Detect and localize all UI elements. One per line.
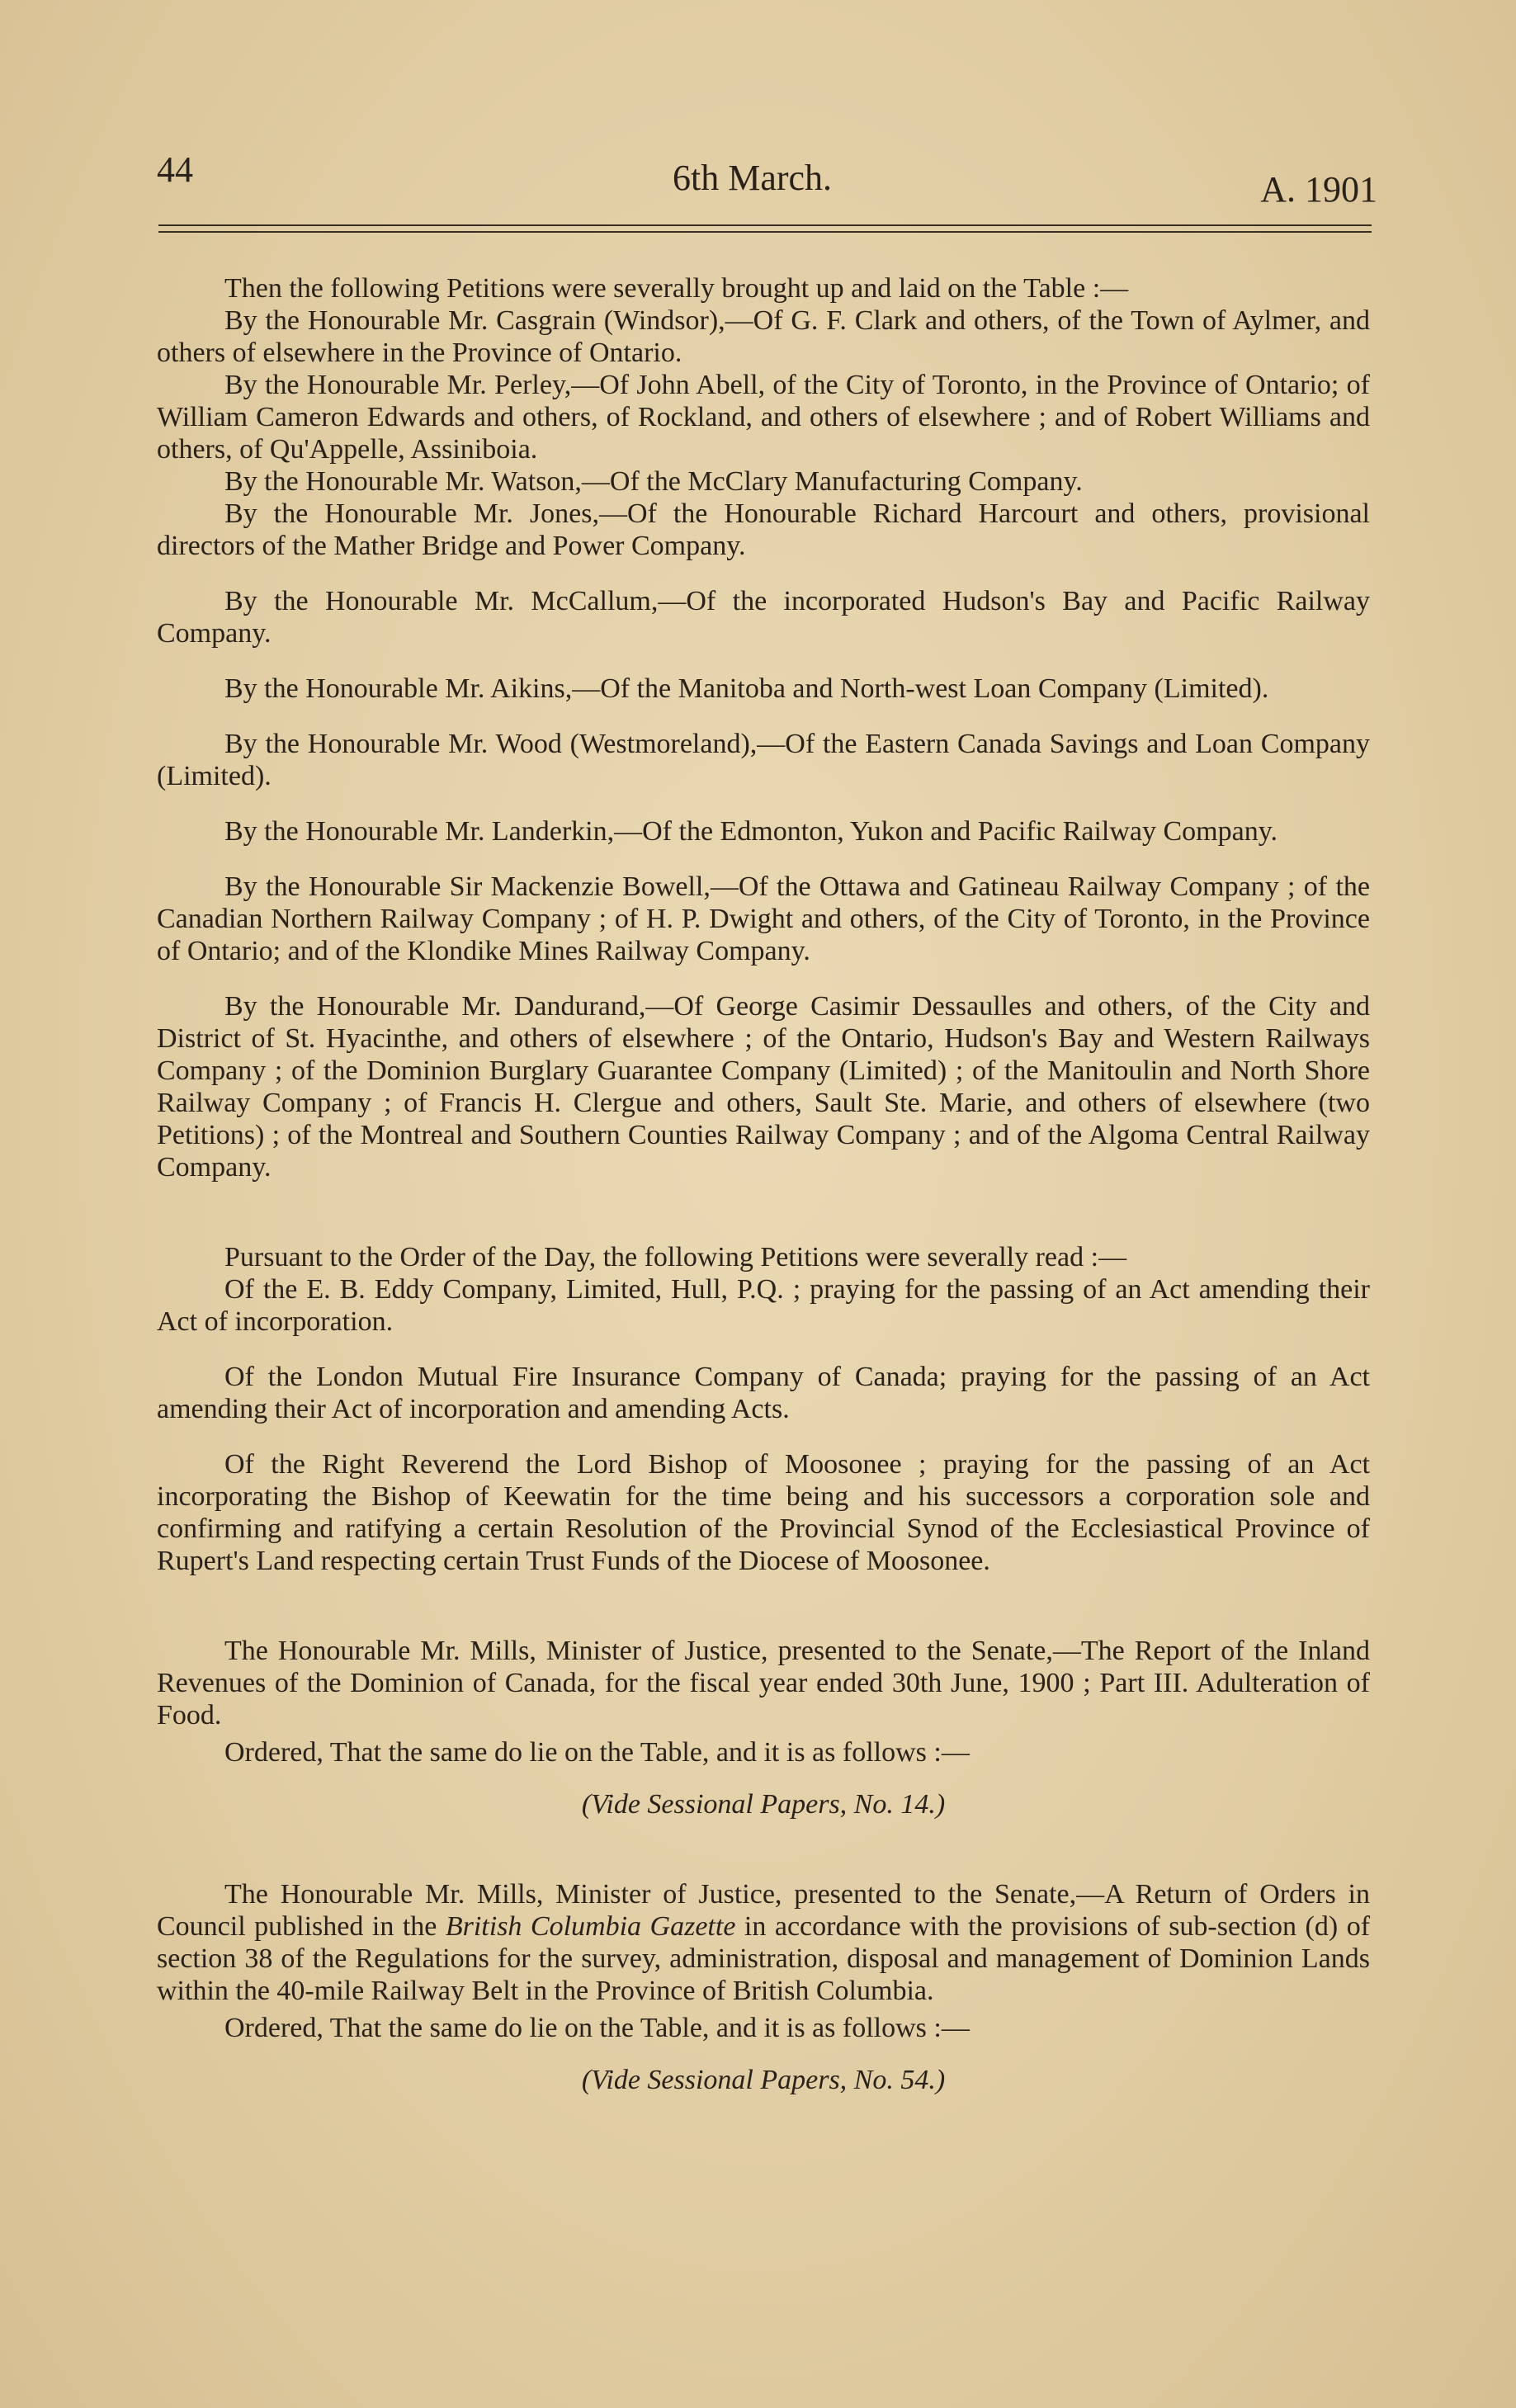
petition-entry: By the Honourable Mr. McCallum,—Of the incorporated Hudson's Bay and Pacific Railway Company. xyxy=(157,586,1370,649)
page-number: 44 xyxy=(157,149,193,190)
return-orders-text xyxy=(157,1878,1370,2007)
petition-entry: By the Honourable Mr. Landerkin,—Of the Edmonton, Yukon and Pacific Railway Company. xyxy=(224,816,1278,847)
petition-entry: By the Honourable Mr. Jones,—Of the Honourable Richard Harcourt and others, provisional directors of the Mather Bridge and Power Company. xyxy=(157,498,1370,561)
page-date: 6th March. xyxy=(673,158,833,198)
report-inland-revenue-section xyxy=(157,1635,1370,1820)
return-orders-ordered: Ordered, That the same do lie on the Table, and it is as follows :— xyxy=(224,2013,970,2043)
return-orders-text-after: in accordance with the provisions of sub-section (d) of section 38 of the Regulations for the survey, administration, disposal and management of Dominion Lands within the 40-mile Railway Belt in the Province of British Columbia. xyxy=(157,1911,1371,2006)
petitions-presented-list xyxy=(157,305,1370,1183)
report-inland-revenue-vide: (Vide Sessional Papers, No. 14.) xyxy=(581,1789,946,1820)
petitions-read-section xyxy=(157,1241,1370,1577)
petitions-presented-section xyxy=(157,272,1370,1183)
return-orders-section xyxy=(157,1878,1370,2096)
petitions-presented-intro: Then the following Petitions were severally brought up and laid on the Table :— xyxy=(224,273,1129,304)
return-orders-text-before: The Honourable Mr. Mills, Minister of Justice, presented to the Senate,—A Return of Orders in Council published in the xyxy=(157,1879,1370,1942)
page-year: A. 1901 xyxy=(1260,169,1377,210)
return-orders-vide: (Vide Sessional Papers, No. 54.) xyxy=(581,2065,946,2095)
report-inland-revenue-ordered: Ordered, That the same do lie on the Table, and it is as follows :— xyxy=(224,1737,970,1768)
petition-entry: By the Honourable Mr. Watson,—Of the McClary Manufacturing Company. xyxy=(224,466,1083,497)
petition-read-entry: Of the London Mutual Fire Insurance Company of Canada; praying for the passing of an Act amending their Act of incorporation and amending Acts. xyxy=(157,1362,1370,1424)
petitions-read-intro: Pursuant to the Order of the Day, the following Petitions were severally read :— xyxy=(224,1242,1127,1272)
petition-entry: By the Honourable Mr. Wood (Westmoreland),—Of the Eastern Canada Savings and Loan Company (Limited). xyxy=(157,729,1370,791)
petition-entry: By the Honourable Mr. Aikins,—Of the Manitoba and North-west Loan Company (Limited). xyxy=(224,673,1269,704)
petition-entry: By the Honourable Mr. Casgrain (Windsor),—Of G. F. Clark and others, of the Town of Aylmer, and others of elsewhere in the Province of Ontario. xyxy=(157,305,1370,368)
petition-read-entry: Of the E. B. Eddy Company, Limited, Hull, P.Q. ; praying for the passing of an Act amending their Act of incorporation. xyxy=(157,1274,1370,1337)
header-rule-top xyxy=(158,224,1372,226)
gazette-title: British Columbia Gazette xyxy=(445,1911,736,1942)
page-body xyxy=(157,272,1370,2096)
header-rule-bottom xyxy=(158,231,1372,233)
petition-read-entry: Of the Right Reverend the Lord Bishop of Moosonee ; praying for the passing of an Act incorporating the Bishop of Keewatin for the time being and his successors a corporation sole and confirming and ratifying a certain Resolution of the Provincial Synod of the Ecclesiastical Province of Rupert's Land respecting certain Trust Funds of the Diocese of Moosonee. xyxy=(157,1449,1370,1576)
page-header xyxy=(0,149,1516,215)
petition-entry: By the Honourable Sir Mackenzie Bowell,—Of the Ottawa and Gatineau Railway Company ; of the Canadian Northern Railway Company ; of H. P. Dwight and others, of the City of Toronto, in the Province of Ontario; and of the Klondike Mines Railway Company. xyxy=(157,871,1370,966)
petition-entry: By the Honourable Mr. Dandurand,—Of George Casimir Dessaulles and others, of the City and District of St. Hyacinthe, and others of elsewhere ; of the Ontario, Hudson's Bay and Western Railways Company ; of the Dominion Burglary Guarantee Company (Limited) ; of the Manitoulin and North Shore Railway Company ; of Francis H. Clergue and others, Sault Ste. Marie, and others of elsewhere (two Petitions) ; of the Montreal and Southern Counties Railway Company ; and of the Algoma Central Railway Company. xyxy=(157,991,1370,1183)
petition-entry: By the Honourable Mr. Perley,—Of John Abell, of the City of Toronto, in the Province of Ontario; of William Cameron Edwards and others, of Rockland, and others of elsewhere ; and of Robert Williams and others, of Qu'Appelle, Assiniboia. xyxy=(157,370,1370,465)
report-inland-revenue-text: The Honourable Mr. Mills, Minister of Justice, presented to the Senate,—The Report of the Inland Revenues of the Dominion of Canada, for the fiscal year ended 30th June, 1900 ; Part III. Adulteration of Food. xyxy=(157,1636,1370,1730)
